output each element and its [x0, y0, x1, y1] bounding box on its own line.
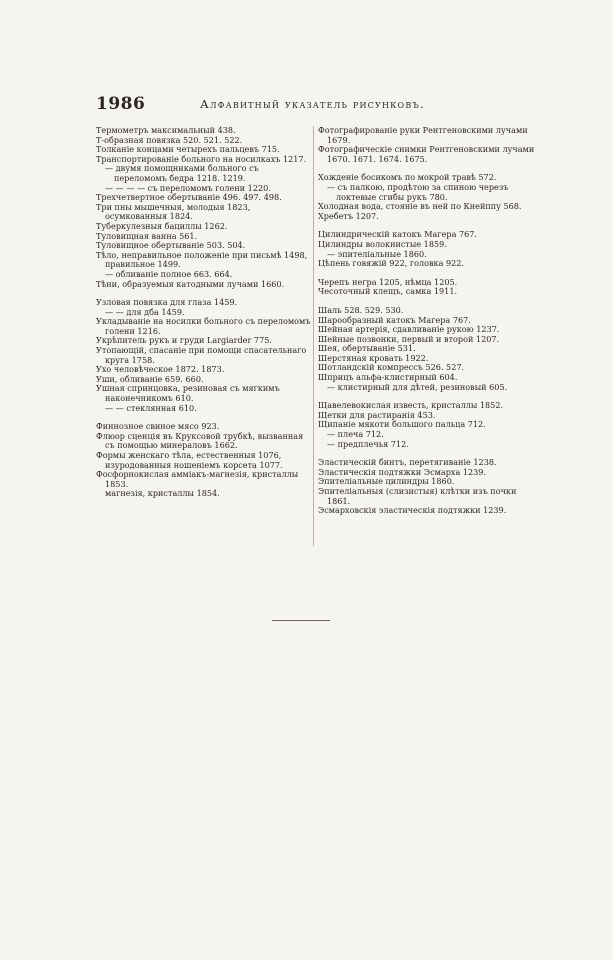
index-subentry: — плеча 712.	[327, 429, 384, 440]
index-entry: Термометръ максимальный 438.	[96, 125, 236, 135]
column-divider	[313, 126, 314, 546]
page-header	[96, 94, 536, 116]
index-section	[318, 458, 540, 516]
index-entry: Формы женскаго тѣла, естественныя 1076, изуродованныя ношеніемъ корсета 1077.	[96, 450, 283, 470]
index-section	[318, 126, 540, 164]
index-entry: Три пны мышечныя, молодыя 1823, осумкованныя 1824.	[96, 201, 251, 222]
index-entry: Шприцъ альфа-клистирный 604.	[318, 372, 458, 383]
index-entry: Укладываніе на носилки больного съ переломомъ голени 1216.	[96, 316, 311, 336]
index-section	[318, 278, 540, 297]
index-entry: Шерстяная кровать 1922.	[318, 352, 429, 363]
index-entry: Узловая повязка для глаза 1459.	[96, 297, 238, 308]
index-section	[318, 401, 540, 449]
index-entry: Эластическія подтяжки Эсмарха 1239.	[318, 466, 487, 477]
index-entry: Холодная вода, стояніе въ ней по Кнейппу 568.	[318, 201, 522, 212]
index-entry: Щетки для растиранія 453.	[318, 409, 436, 420]
index-subentry: — обливаніе полное 663. 664.	[105, 268, 233, 279]
index-subentry: — — — — съ переломомъ голени 1220.	[105, 182, 271, 193]
index-entry: Толканіе концами четырехъ пальцевъ 715.	[96, 144, 280, 155]
index-section	[96, 422, 311, 499]
index-subentry: — — стеклянная 610.	[105, 402, 197, 413]
index-column-right	[318, 126, 540, 525]
index-subentry: — двумя помощниками больного съ переломомъ бедра 1218. 1219.	[105, 163, 259, 183]
index-entry: Ухо человѣческое 1872. 1873.	[96, 364, 225, 375]
end-rule	[272, 620, 330, 621]
index-subentry: — клистирный для дѣтей, резиновый 605.	[327, 381, 508, 392]
index-section	[318, 230, 540, 268]
index-subentry: магнезія, кристаллы 1854.	[105, 488, 220, 499]
page-number: 1986	[96, 94, 146, 114]
index-subentry: — съ палкою, продѣтою за спиною черезъ локтевые сгибы рукъ 780.	[327, 181, 509, 202]
index-entry: Щавелевокислая известь, кристаллы 1852.	[318, 400, 504, 411]
index-entry: Чесоточный клещъ, самка 1911.	[318, 286, 458, 297]
running-title: Алфавитный указатель рисунковъ.	[200, 97, 425, 111]
index-entry: Шея, обертываніе 531.	[318, 343, 416, 354]
index-entry: Флюор сценція въ Круксовой трубкѣ, вызванная съ помощью минераловъ 1662.	[96, 430, 304, 451]
index-entry: Шейные позвонки, первый и второй 1207.	[318, 333, 500, 344]
index-subentry: — эпителіальные 1860.	[327, 248, 427, 259]
index-entry: Эпителіальные цилиндры 1860.	[318, 476, 455, 487]
index-entry: Фотографированіе руки Рентгеновскими лучами 1679.	[318, 125, 528, 145]
index-entry: Туберкулезныя бациллы 1262.	[96, 220, 228, 231]
index-entry: Финнозное свиное мясо 923.	[96, 421, 220, 432]
index-entry: Укрѣпитель рукъ и груди Largiarder 775.	[96, 335, 272, 346]
index-section	[96, 298, 311, 413]
index-column-left	[96, 126, 311, 508]
index-entry: Транспортированіе больного на носилкахъ 1217.	[96, 153, 307, 164]
index-entry: Эсмарховскія эластическія подтяжки 1239.	[318, 505, 507, 516]
index-entry: Цилиндры волокнистые 1859.	[318, 238, 447, 249]
index-entry: Эластическій бинтъ, перетягиваніе 1238.	[318, 457, 497, 468]
index-entry: Ушная спринцовка, резиновая съ мягкимъ наконечникомъ 610.	[96, 383, 280, 404]
index-entry: Уши, обливаніе 659. 660.	[96, 373, 204, 384]
index-entry: Шотландскій компрессъ 526. 527.	[318, 362, 465, 373]
index-subentry: — предплечья 712.	[327, 438, 409, 449]
index-entry: Фотографическіе снимки Рентгеновскими лучами 1670. 1671. 1674. 1675.	[318, 144, 535, 164]
index-entry: Цилиндрическій катокъ Магера 767.	[318, 229, 477, 240]
index-entry: Фосфорнокислая аммiакъ-магнезія, кристаллы 1853.	[96, 469, 299, 489]
index-entry: Утопающій, спасаніе при помощи спасательнаго круга 1758.	[96, 345, 307, 365]
index-subentry: — — для дба 1459.	[105, 306, 185, 317]
index-entry: Т-образная повязка 520. 521. 522.	[96, 134, 243, 145]
index-entry: Эпителіальныя (слизистыя) клѣтки изъ почки 1861.	[318, 486, 517, 506]
index-entry: Тѣло, неправильное положеніе при письмѣ 1498, правильное 1499.	[96, 249, 308, 270]
index-entry: Трехчетвертное обертываніе 496. 497. 498.	[96, 192, 282, 203]
index-entry: Туловищная ванна 561.	[96, 230, 198, 241]
index-entry: Шарообразный катокъ Магера 767.	[318, 314, 471, 325]
index-section	[96, 126, 311, 289]
index-entry: Хожденіе босикомъ по мокрой травѣ 572.	[318, 172, 497, 183]
index-entry: Хребетъ 1207.	[318, 210, 379, 221]
index-entry: Тѣни, образуемыя катодными лучами 1660.	[96, 278, 285, 289]
index-section	[318, 173, 540, 221]
index-entry: Цѣпень говяжій 922, головка 922.	[318, 258, 465, 269]
index-entry: Щипаніе мякоти большого пальца 712.	[318, 419, 486, 430]
index-entry: Шейная артерія, сдавливаніе рукою 1237.	[318, 324, 500, 335]
index-entry: Шаль 528. 529. 530.	[318, 304, 404, 315]
index-entry: Туловищное обертываніе 503. 504.	[96, 240, 246, 251]
index-entry: Черепъ негра 1205, нѣмца 1205.	[318, 276, 458, 287]
index-section	[318, 306, 540, 392]
